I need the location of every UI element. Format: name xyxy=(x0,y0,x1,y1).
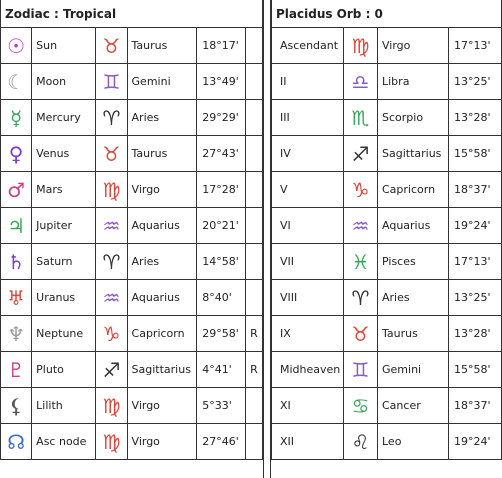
retrograde-flag xyxy=(245,100,262,136)
table-separator xyxy=(263,0,271,478)
planet-row xyxy=(1,136,263,172)
house-row xyxy=(272,352,502,388)
houses-table xyxy=(271,0,502,460)
house-sign-glyph-icon xyxy=(344,208,378,244)
sign-glyph: ♑ xyxy=(102,321,121,346)
planet-glyph: ⚸ xyxy=(8,393,24,418)
planet-name: Mars xyxy=(32,172,96,208)
sign-glyph-icon xyxy=(96,316,127,352)
house-name: VIII xyxy=(272,280,344,316)
planet-glyph: ☊ xyxy=(7,429,25,454)
house-sign-glyph: ♍ xyxy=(351,33,370,58)
planet-row xyxy=(1,352,263,388)
house-sign-glyph: ♌ xyxy=(351,429,370,454)
house-degree: 13°28' xyxy=(449,100,502,136)
retrograde-flag xyxy=(245,28,262,64)
house-row xyxy=(272,424,502,460)
planet-glyph-icon xyxy=(1,28,32,64)
planet-degree: 14°58' xyxy=(197,244,246,280)
planet-sign: Aquarius xyxy=(127,208,197,244)
sign-glyph-icon xyxy=(96,28,127,64)
house-sign-glyph-icon xyxy=(344,28,378,64)
retrograde-flag xyxy=(245,64,262,100)
planet-glyph-icon xyxy=(1,64,32,100)
house-sign-glyph: ♉ xyxy=(351,321,370,346)
planet-glyph-icon xyxy=(1,280,32,316)
planet-glyph-icon xyxy=(1,424,32,460)
planet-glyph-icon xyxy=(1,388,32,424)
planet-sign: Virgo xyxy=(127,172,197,208)
houses-table-title: Placidus Orb : 0 xyxy=(272,0,502,28)
house-degree: 17°13' xyxy=(449,244,502,280)
house-sign-glyph: ♎ xyxy=(351,69,370,94)
house-row xyxy=(272,208,502,244)
house-row xyxy=(272,316,502,352)
planet-sign: Sagittarius xyxy=(127,352,197,388)
retrograde-flag xyxy=(245,280,262,316)
house-sign-glyph: ♓ xyxy=(351,249,370,274)
house-sign-glyph-icon xyxy=(344,280,378,316)
planet-degree: 5°33' xyxy=(197,388,246,424)
planet-row xyxy=(1,424,263,460)
planet-sign: Capricorn xyxy=(127,316,197,352)
house-row xyxy=(272,388,502,424)
planet-glyph: ♄ xyxy=(7,249,26,274)
sign-glyph: ♍ xyxy=(102,393,121,418)
planet-glyph-icon xyxy=(1,208,32,244)
planet-glyph: ♅ xyxy=(7,285,26,310)
retrograde-flag xyxy=(245,208,262,244)
planet-glyph: ♃ xyxy=(7,213,26,238)
house-sign: Aries xyxy=(378,280,449,316)
house-sign-glyph-icon xyxy=(344,64,378,100)
sign-glyph-icon xyxy=(96,208,127,244)
house-degree: 19°24' xyxy=(449,424,502,460)
sign-glyph-icon xyxy=(96,172,127,208)
planet-glyph: ☿ xyxy=(9,105,23,130)
sign-glyph: ♍ xyxy=(102,429,121,454)
planet-glyph: ☉ xyxy=(7,33,26,58)
sign-glyph-icon xyxy=(96,244,127,280)
house-degree: 18°37' xyxy=(449,388,502,424)
planet-name: Neptune xyxy=(32,316,96,352)
planet-degree: 4°41' xyxy=(197,352,246,388)
planet-glyph: ♇ xyxy=(7,357,26,382)
house-name: V xyxy=(272,172,344,208)
planet-row xyxy=(1,316,263,352)
house-row xyxy=(272,28,502,64)
planet-name: Sun xyxy=(32,28,96,64)
house-sign-glyph: ♊ xyxy=(351,357,370,382)
planet-row xyxy=(1,280,263,316)
sign-glyph: ♈ xyxy=(102,249,121,274)
planet-sign: Taurus xyxy=(127,136,197,172)
planet-glyph-icon xyxy=(1,136,32,172)
planet-glyph: ☾ xyxy=(7,69,26,94)
planet-glyph: ♂ xyxy=(7,177,26,202)
retrograde-flag xyxy=(245,388,262,424)
planet-sign: Aquarius xyxy=(127,280,197,316)
house-sign-glyph-icon xyxy=(344,316,378,352)
retrograde-flag xyxy=(245,136,262,172)
sign-glyph: ♒ xyxy=(102,285,121,310)
sign-glyph-icon xyxy=(96,352,127,388)
planet-name: Uranus xyxy=(32,280,96,316)
house-sign-glyph-icon xyxy=(344,352,378,388)
house-degree: 13°25' xyxy=(449,64,502,100)
house-sign: Gemini xyxy=(378,352,449,388)
planet-degree: 8°40' xyxy=(197,280,246,316)
house-sign: Libra xyxy=(378,64,449,100)
house-sign-glyph: ♈ xyxy=(351,285,370,310)
planet-row xyxy=(1,172,263,208)
planets-table-title: Zodiac : Tropical xyxy=(1,0,263,28)
house-name: VI xyxy=(272,208,344,244)
planet-sign: Aries xyxy=(127,100,197,136)
sign-glyph-icon xyxy=(96,64,127,100)
house-name: VII xyxy=(272,244,344,280)
sign-glyph: ♐ xyxy=(102,357,121,382)
planet-row xyxy=(1,100,263,136)
house-degree: 17°13' xyxy=(449,28,502,64)
house-sign: Sagittarius xyxy=(378,136,449,172)
retrograde-flag xyxy=(245,172,262,208)
house-sign: Pisces xyxy=(378,244,449,280)
sign-glyph: ♈ xyxy=(102,105,121,130)
sign-glyph: ♊ xyxy=(102,69,121,94)
house-row xyxy=(272,100,502,136)
house-sign: Cancer xyxy=(378,388,449,424)
planet-row xyxy=(1,208,263,244)
house-name: XI xyxy=(272,388,344,424)
house-sign-glyph: ♐ xyxy=(351,141,370,166)
planet-glyph-icon xyxy=(1,100,32,136)
planet-degree: 29°58' xyxy=(197,316,246,352)
planet-sign: Virgo xyxy=(127,424,197,460)
house-sign-glyph-icon xyxy=(344,388,378,424)
planet-row xyxy=(1,28,263,64)
planet-glyph-icon xyxy=(1,352,32,388)
planet-row xyxy=(1,388,263,424)
house-degree: 18°37' xyxy=(449,172,502,208)
house-sign: Taurus xyxy=(378,316,449,352)
house-name: Ascendant xyxy=(272,28,344,64)
house-sign-glyph-icon xyxy=(344,136,378,172)
sign-glyph-icon xyxy=(96,424,127,460)
houses-header-row xyxy=(272,0,502,28)
house-degree: 19°24' xyxy=(449,208,502,244)
planet-name: Saturn xyxy=(32,244,96,280)
house-row xyxy=(272,280,502,316)
house-name: XII xyxy=(272,424,344,460)
house-row xyxy=(272,64,502,100)
house-name: IV xyxy=(272,136,344,172)
sign-glyph-icon xyxy=(96,280,127,316)
planet-sign: Aries xyxy=(127,244,197,280)
planet-glyph-icon xyxy=(1,244,32,280)
sign-glyph-icon xyxy=(96,100,127,136)
house-sign-glyph-icon xyxy=(344,100,378,136)
house-sign-glyph: ♒ xyxy=(351,213,370,238)
retrograde-flag: R xyxy=(245,352,262,388)
planet-name: Moon xyxy=(32,64,96,100)
planet-degree: 20°21' xyxy=(197,208,246,244)
planet-degree: 27°46' xyxy=(197,424,246,460)
planet-row xyxy=(1,64,263,100)
sign-glyph: ♉ xyxy=(102,141,121,166)
planet-degree: 27°43' xyxy=(197,136,246,172)
planet-name: Pluto xyxy=(32,352,96,388)
planet-degree: 18°17' xyxy=(197,28,246,64)
planet-name: Mercury xyxy=(32,100,96,136)
house-degree: 15°58' xyxy=(449,352,502,388)
sign-glyph: ♉ xyxy=(102,33,121,58)
house-sign-glyph: ♑ xyxy=(351,177,370,202)
planet-glyph: ♆ xyxy=(7,321,26,346)
house-sign-glyph: ♏ xyxy=(351,105,370,130)
sign-glyph: ♍ xyxy=(102,177,121,202)
house-name: IX xyxy=(272,316,344,352)
house-sign: Virgo xyxy=(378,28,449,64)
house-name: Midheaven xyxy=(272,352,344,388)
house-sign-glyph-icon xyxy=(344,244,378,280)
house-sign-glyph: ♋ xyxy=(351,393,370,418)
house-sign: Capricorn xyxy=(378,172,449,208)
planet-degree: 13°49' xyxy=(197,64,246,100)
planet-name: Venus xyxy=(32,136,96,172)
house-sign: Leo xyxy=(378,424,449,460)
house-degree: 13°25' xyxy=(449,280,502,316)
sign-glyph: ♒ xyxy=(102,213,121,238)
house-sign-glyph-icon xyxy=(344,172,378,208)
house-row xyxy=(272,244,502,280)
retrograde-flag xyxy=(245,424,262,460)
house-sign-glyph-icon xyxy=(344,424,378,460)
retrograde-flag xyxy=(245,244,262,280)
planet-glyph-icon xyxy=(1,172,32,208)
house-row xyxy=(272,172,502,208)
planet-name: Lilith xyxy=(32,388,96,424)
planets-header-row xyxy=(1,0,263,28)
planet-sign: Gemini xyxy=(127,64,197,100)
planet-sign: Virgo xyxy=(127,388,197,424)
sign-glyph-icon xyxy=(96,136,127,172)
planet-sign: Taurus xyxy=(127,28,197,64)
house-sign: Scorpio xyxy=(378,100,449,136)
house-degree: 13°28' xyxy=(449,316,502,352)
sign-glyph-icon xyxy=(96,388,127,424)
house-row xyxy=(272,136,502,172)
house-name: II xyxy=(272,64,344,100)
planet-degree: 17°28' xyxy=(197,172,246,208)
house-sign: Aquarius xyxy=(378,208,449,244)
planet-degree: 29°29' xyxy=(197,100,246,136)
house-name: III xyxy=(272,100,344,136)
house-degree: 15°58' xyxy=(449,136,502,172)
planet-row xyxy=(1,244,263,280)
planet-glyph-icon xyxy=(1,316,32,352)
planet-name: Jupiter xyxy=(32,208,96,244)
planet-glyph: ♀ xyxy=(8,141,24,166)
retrograde-flag: R xyxy=(245,316,262,352)
planet-name: Asc node xyxy=(32,424,96,460)
